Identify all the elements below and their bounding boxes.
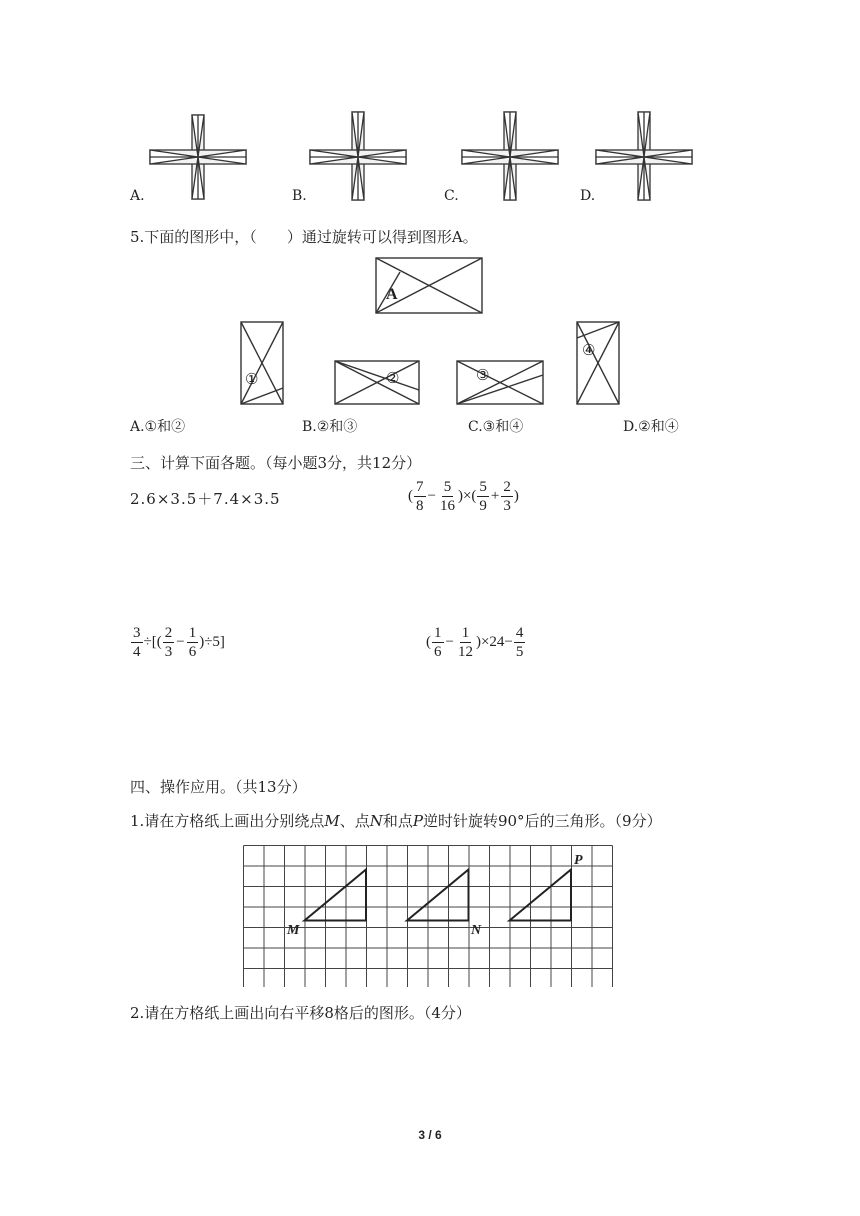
fraction (456, 624, 475, 661)
fraction (163, 624, 175, 661)
point-p-ref: P (412, 812, 423, 830)
numerator: 4 (515, 625, 524, 641)
q4-option-b: B. (292, 188, 307, 204)
q1-text: 1.请在方格纸上画出分别绕点 (130, 812, 325, 830)
calc-problem-2 (408, 478, 519, 515)
q1-text: 逆时针旋转90°后的三角形。（9分） (422, 812, 662, 830)
denominator: 5 (515, 644, 524, 660)
paren: ( (408, 488, 413, 504)
section4-q2: 2.请在方格纸上画出向右平移8格后的图形。（4分） (130, 1004, 471, 1022)
grid-paper (243, 845, 615, 987)
label-m: M (287, 923, 300, 938)
fraction (414, 478, 426, 515)
operator: )÷5] (199, 634, 225, 650)
q5-option-d: D.②和④ (623, 419, 679, 435)
denominator: 6 (434, 644, 442, 660)
figure-4-label: ④ (582, 343, 596, 359)
denominator: 16 (439, 498, 455, 514)
numerator: 1 (188, 625, 197, 641)
fraction (501, 478, 513, 515)
q4-figure-b (310, 112, 406, 200)
denominator: 6 (188, 644, 197, 660)
section4-q1 (130, 810, 662, 831)
q4-option-a: A. (130, 188, 145, 204)
figure-2 (335, 361, 419, 404)
fraction (187, 624, 199, 661)
figure-3 (457, 361, 543, 404)
calc-problem-1: 2.6×3.5＋7.4×3.5 (130, 490, 281, 508)
q5-stem: 5.下面的图形中，（ ）通过旋转可以得到图形A。 (130, 228, 478, 246)
operator: + (490, 488, 500, 504)
q4-figure-d (596, 112, 692, 200)
label-n: N (471, 923, 482, 938)
numerator: 3 (133, 625, 141, 641)
triangle-p (510, 870, 572, 921)
paren: ( (426, 634, 431, 650)
point-m-ref: M (324, 812, 340, 830)
point-n-ref: N (369, 812, 383, 830)
numerator: 1 (461, 625, 470, 641)
figure-1 (241, 322, 283, 404)
paren: ) (513, 488, 519, 504)
q5-option-b: B.②和③ (302, 419, 358, 435)
operator: )×24− (475, 634, 513, 650)
numerator: 5 (443, 479, 452, 495)
page-number: 3 / 6 (418, 1128, 442, 1142)
operator: − (176, 634, 185, 650)
q5-option-c: C.③和④ (468, 419, 524, 435)
triangle-n (407, 870, 469, 921)
figure-a-label: A (386, 286, 398, 303)
numerator: 1 (434, 625, 442, 641)
numerator: 2 (503, 479, 511, 495)
denominator: 8 (416, 498, 424, 514)
denominator: 9 (479, 498, 487, 514)
denominator: 3 (503, 498, 511, 514)
q1-text: 、点 (339, 812, 370, 830)
denominator: 4 (133, 644, 141, 660)
q5-option-a: A.①和② (130, 419, 186, 435)
triangle-m (305, 870, 367, 921)
q4-option-c: C. (444, 188, 459, 204)
fraction (477, 478, 489, 515)
q4-figures (120, 100, 720, 210)
q4-option-d: D. (580, 188, 596, 204)
numerator: 5 (479, 479, 487, 495)
label-p: P (574, 853, 583, 868)
calc-problem-3 (130, 624, 225, 661)
figure-1-label: ① (245, 372, 259, 388)
q4-figure-c (462, 112, 558, 200)
figure-2-label: ② (386, 371, 400, 387)
fraction (131, 624, 143, 661)
fraction (432, 624, 444, 661)
fraction (514, 624, 526, 661)
numerator: 2 (164, 625, 173, 641)
q4-figure-a (150, 115, 246, 199)
section3-heading: 三、计算下面各题。（每小题3分，共12分） (130, 454, 422, 472)
operator: )×( (457, 488, 477, 504)
calc-problem-4 (426, 624, 526, 661)
numerator: 7 (416, 479, 424, 495)
denominator: 3 (164, 644, 173, 660)
denominator: 12 (457, 644, 473, 660)
fraction (438, 478, 457, 515)
figure-4 (577, 322, 619, 404)
section4-heading: 四、操作应用。（共13分） (130, 778, 307, 796)
operator: − (445, 634, 454, 650)
q5-figures (230, 250, 630, 410)
operator: ÷[( (143, 634, 162, 650)
figure-3-label: ③ (476, 368, 490, 384)
q1-text: 和点 (382, 812, 413, 830)
operator: − (427, 488, 436, 504)
